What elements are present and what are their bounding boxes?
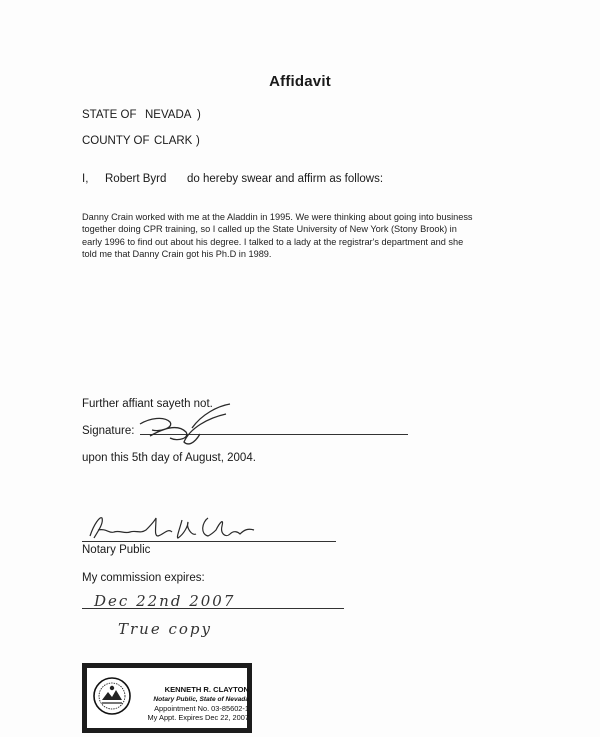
statement-line: early 1996 to find out about his degree. I talked to a lady at the registrar's department and she [82,236,464,247]
oath-suffix: do hereby swear and affirm as follows: [187,173,384,185]
statement-line: together doing CPR training, so I called up the State University of New York (Stony Brook) in [82,224,457,235]
county-paren: ) [196,135,200,147]
handwritten-true-copy: True copy [118,620,212,638]
affiant-signature-icon [130,398,240,448]
notary-signature-icon [84,508,274,548]
notary-label: Notary Public [82,544,151,556]
page-title: Affidavit [269,73,331,90]
further-affiant: Further affiant sayeth not. [82,398,213,410]
statement-body [82,211,542,261]
statement-line: Danny Crain worked with me at the Aladdin in 1995. We were thinking about going into business [82,212,473,222]
commission-label: My commission expires: [82,572,205,584]
stamp-title: Notary Public, State of Nevada [153,696,249,703]
county-value: CLARK [154,135,193,147]
state-value: NEVADA [145,109,192,121]
nevada-seal-icon [92,676,132,716]
signature-label: Signature: [82,425,135,437]
statement-line: told me that Danny Crain got his Ph.D in 1989. [82,249,272,260]
date-line: upon this 5th day of August, 2004. [82,452,256,464]
state-paren: ) [197,109,201,121]
stamp-name: KENNETH R. CLAYTON [164,685,249,694]
affiant-name: Robert Byrd [105,173,167,185]
notary-line [82,541,336,542]
county-label: COUNTY OF [82,135,150,147]
handwritten-expiry: Dec 22nd 2007 [94,592,236,610]
commission-line [82,608,344,609]
stamp-expires: My Appt. Expires Dec 22, 2007 [147,713,249,722]
oath-prefix: I, [82,173,89,185]
notary-stamp [82,663,252,733]
stamp-appointment: Appointment No. 03-85602-1 [154,704,249,713]
state-label: STATE OF [82,109,137,121]
